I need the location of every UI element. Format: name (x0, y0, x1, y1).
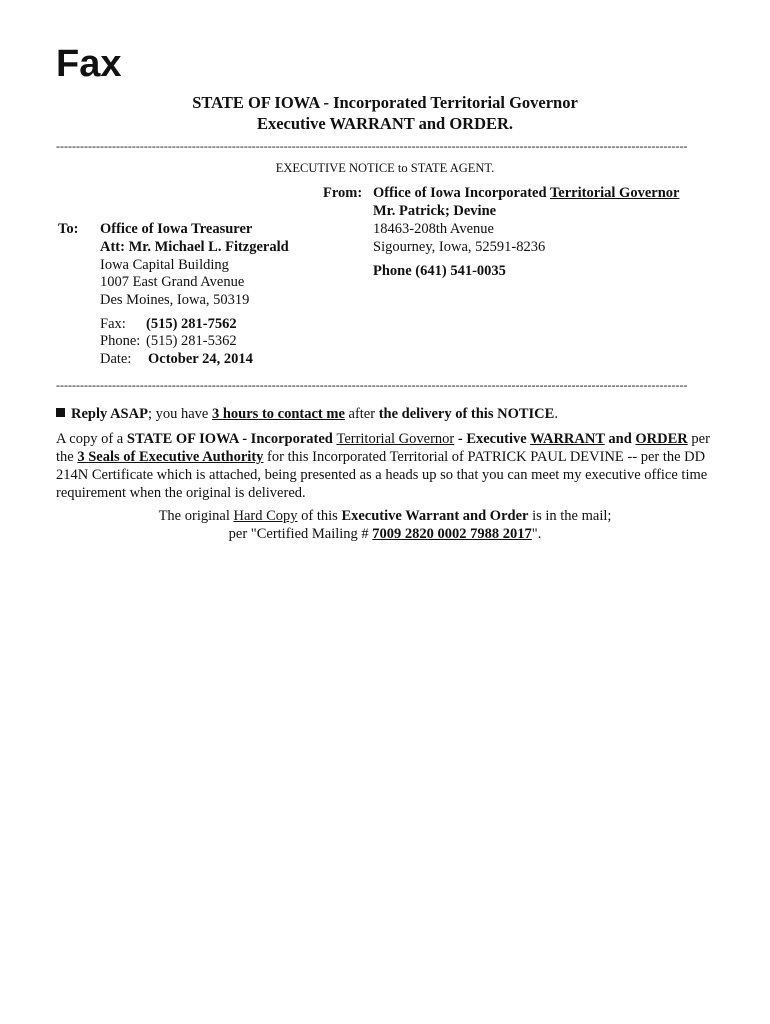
to-attention: Att: Mr. Michael L. Fitzgerald (100, 239, 289, 255)
bullet-square-icon (56, 408, 65, 417)
fax-number-label: Fax: (100, 316, 126, 332)
to-building: Iowa Capital Building (100, 257, 229, 273)
phone-number: (515) 281-5362 (146, 333, 237, 349)
from-street: 18463-208th Avenue (373, 221, 494, 237)
to-office: Office of Iowa Treasurer (100, 221, 253, 237)
divider-top: -------------------------------------------------------------------------------------------------------------------------------------------------------------- (56, 139, 688, 153)
from-phone: Phone (641) 541-0035 (373, 263, 506, 279)
from-name: Mr. Patrick; Devine (373, 203, 497, 219)
document-title-line-2: Executive WARRANT and ORDER. (256, 114, 514, 133)
phone-number-label: Phone: (100, 333, 141, 349)
to-city: Des Moines, Iowa, 50319 (100, 292, 250, 308)
mailing-line-1: The original Hard Copy of this Executive Warrant and Order is in the mail; (158, 508, 612, 524)
divider-bottom: -------------------------------------------------------------------------------------------------------------------------------------------------------------- (56, 378, 688, 392)
to-street: 1007 East Grand Avenue (100, 274, 245, 290)
fax-number: (515) 281-7562 (146, 316, 237, 332)
fax-title: Fax (56, 43, 122, 85)
reply-line: Reply ASAP; you have 3 hours to contact me after the delivery of this NOTICE. (56, 405, 558, 423)
from-label: From: (323, 185, 363, 201)
to-label: To: (58, 221, 79, 237)
body-paragraph: A copy of a STATE OF IOWA - Incorporated Territorial Governor - Executive WARRANT and ORDER per the 3 Seals of Executive Authority for this Incorporated Territorial of PATRICK PAUL DEVINE -- per the DD 214N Certificate which is attached, being presented as a heads up so that you can meet my executive office time requirement when the original is delivered. (56, 431, 710, 501)
date-value: October 24, 2014 (148, 351, 253, 367)
document-title-line-1: STATE OF IOWA - Incorporated Territorial Governor (192, 93, 578, 112)
from-office: Office of Iowa Incorporated Territorial Governor (373, 185, 680, 201)
date-label: Date: (100, 351, 132, 367)
mailing-line-2: per "Certified Mailing # 7009 2820 0002 7988 2017". (228, 526, 542, 542)
from-city: Sigourney, Iowa, 52591-8236 (373, 239, 546, 255)
notice-label: EXECUTIVE NOTICE to STATE AGENT. (275, 161, 495, 175)
